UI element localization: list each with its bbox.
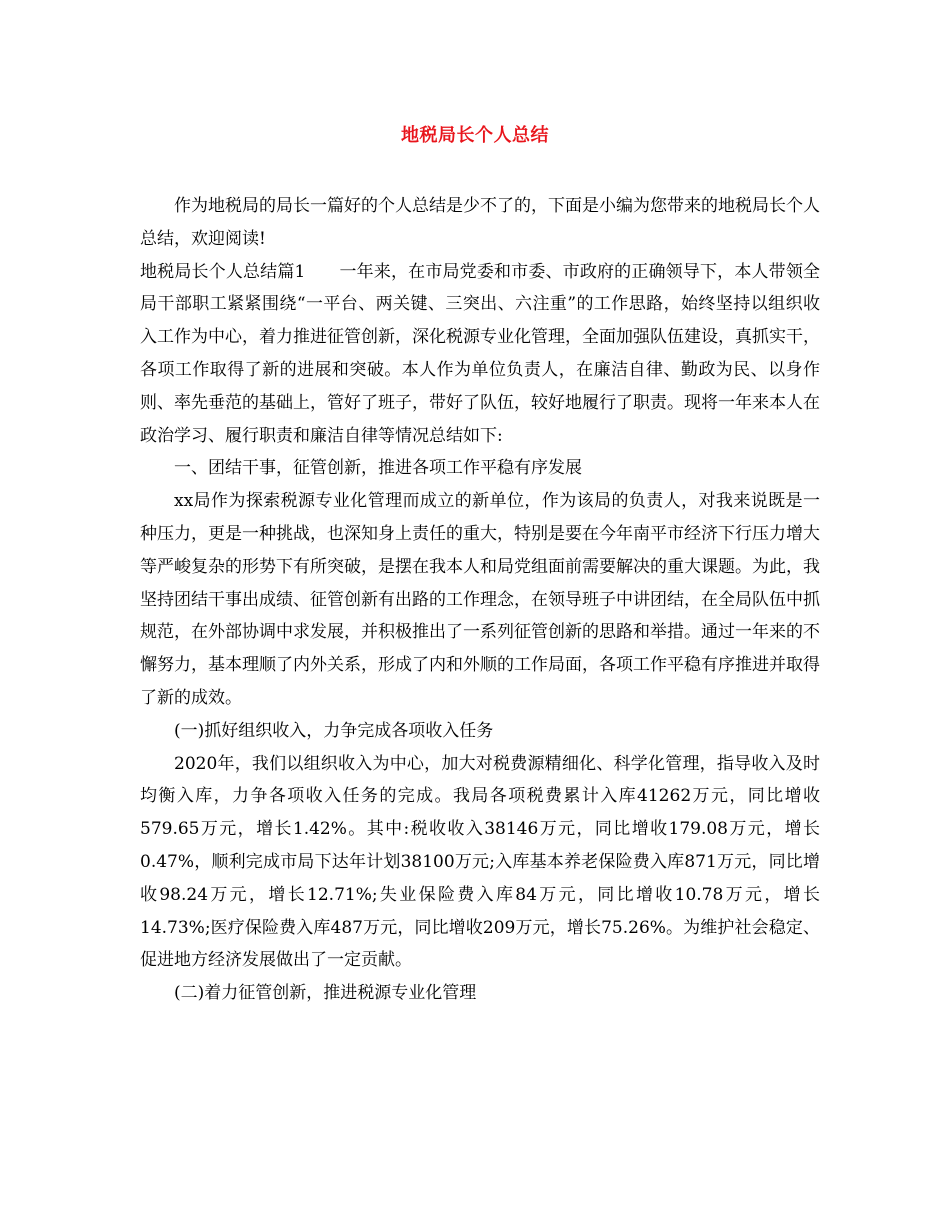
- section-1-body: xx局作为探索税源专业化管理而成立的新单位，作为该局的负责人，对我来说既是一种压力，更是一种挑战，也深知身上责任的重大，特别是要在今年南平市经济下行压力增大等严峻复杂的形势下有所突破，是摆在我本人和局党组面前需要解决的重大课题。为此，我坚持团结干事出成绩、征管创新有出路的工作理念，在领导班子中讲团结，在全局队伍中抓规范，在外部协调中求发展，并积极推出了一系列征管创新的思路和举措。通过一年来的不懈努力，基本理顺了内外关系，形成了内和外顺的工作局面，各项工作平稳有序推进并取得了新的成效。: [140, 491, 820, 708]
- intro-paragraph: 作为地税局的局长一篇好的个人总结是少不了的，下面是小编为您带来的地税局长个人总结，欢迎阅读!: [140, 196, 820, 249]
- article-body: 一年来，在市局党委和市委、市政府的正确领导下，本人带领全局干部职工紧紧围绕“一平台、两关键、三突出、六注重”的工作思路，始终坚持以组织收入工作为中心，着力推进征管创新，深化税源专业化管理，全面加强队伍建设，真抓实干，各项工作取得了新的进展和突破。本人作为单位负责人，在廉洁自律、勤政为民、以身作则、率先垂范的基础上，管好了班子，带好了队伍，较好地履行了职责。现将一年来本人在政治学习、履行职责和廉洁自律等情况总结如下:: [140, 261, 820, 446]
- subsection-1-heading: (一)抓好组织收入，力争完成各项收入任务: [174, 720, 494, 741]
- document-title: 地税局长个人总结: [401, 125, 549, 146]
- article-paragraph: [140, 256, 820, 453]
- subsection-2-heading: (二)着力征管创新，推进税源专业化管理: [174, 983, 477, 1004]
- document-body: [140, 190, 820, 1010]
- section-1-heading: 一、团结干事，征管创新，推进各项工作平稳有序发展: [174, 458, 582, 479]
- subsection-1-body: 2020年，我们以组织收入为中心，加大对税费源精细化、科学化管理，指导收入及时均衡入库，力争各项收入任务的完成。我局各项税费累计入库41262万元，同比增收579.65万元，增长1.42%。其中:税收收入38146万元，同比增收179.08万元，增长0.47%，顺利完成市局下达年计划38100万元;入库基本养老保险费入库871万元，同比增收98.24万元，增长12.71%;失业保险费入库84万元，同比增收10.78万元，增长14.73%;医疗保险费入库487万元，同比增收209万元，增长75.26%。为维护社会稳定、促进地方经济发展做出了一定贡献。: [140, 753, 820, 971]
- article-heading: 地税局长个人总结篇1: [140, 261, 306, 282]
